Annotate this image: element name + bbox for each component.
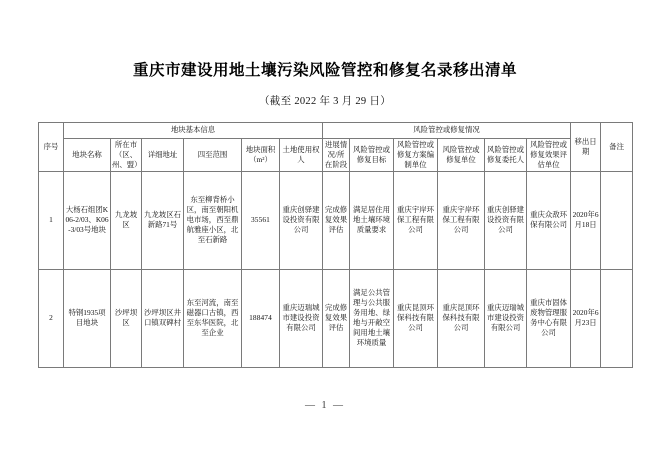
column-header-seq: 序号 xyxy=(39,122,64,171)
cell-goal: 满足居住用地土壤环境质量要求 xyxy=(350,171,394,269)
cell-plan-unit: 重庆昆顶环保科技有限公司 xyxy=(394,269,438,367)
cell-boundary: 东至河流，南至磁器口古镇，西至东华医院，北至企业 xyxy=(184,269,242,367)
cell-remove-date: 2020年6月23日 xyxy=(571,269,601,367)
cell-seq: 2 xyxy=(39,269,64,367)
cell-boundary: 东至柳背桥小区，南至朝阳机电市场，西至鼎航雅座小区，北至石新路 xyxy=(184,171,242,269)
column-header-exec-unit: 风险管控或修复单位 xyxy=(438,138,485,171)
column-header-district: 所在市（区、州、盟） xyxy=(111,138,142,171)
cell-plot-name: 大杨石组团K06-2/03、K06-3/03号地块 xyxy=(64,171,111,269)
cell-progress: 完成修复效果评估 xyxy=(323,269,350,367)
cell-address: 沙坪坝区井口镇双碑村 xyxy=(142,269,184,367)
cell-goal: 满足公共管理与公共服务用地、绿地与开敞空间用地土壤环境质量 xyxy=(350,269,394,367)
cell-eval-unit: 重庆众敌环保有限公司 xyxy=(527,171,571,269)
table-body xyxy=(39,171,633,367)
cell-client: 重庆创驿建设投资有限公司 xyxy=(485,171,527,269)
table-header xyxy=(39,122,633,171)
table-column-header-row xyxy=(39,138,633,171)
cell-remark xyxy=(601,269,633,367)
group-header-risk-control: 风险管控或修复情况 xyxy=(323,122,571,138)
cell-district: 九龙坡区 xyxy=(111,171,142,269)
cell-seq: 1 xyxy=(39,171,64,269)
table-container xyxy=(0,108,650,368)
table-group-header-row xyxy=(39,122,633,138)
cell-area: 35561 xyxy=(242,171,280,269)
page-subtitle: （截至 2022 年 3 月 29 日） xyxy=(259,95,391,107)
cell-client: 重庆迈瑞城市建设投资有限公司 xyxy=(485,269,527,367)
cell-eval-unit: 重庆市固体废物管理服务中心有限公司 xyxy=(527,269,571,367)
column-header-plot-name: 地块名称 xyxy=(64,138,111,171)
page-title: 重庆市建设用地土壤污染风险管控和修复名录移出清单 xyxy=(132,62,517,79)
cell-address: 九龙坡区石新路71号 xyxy=(142,171,184,269)
cell-plan-unit: 重庆宇岸环保工程有限公司 xyxy=(394,171,438,269)
column-header-remove-date: 移出日期 xyxy=(571,122,601,171)
column-header-owner: 土地使用权人 xyxy=(280,138,323,171)
table-row xyxy=(39,171,633,269)
cell-district: 沙坪坝区 xyxy=(111,269,142,367)
cell-area: 188474 xyxy=(242,269,280,367)
page-number: — 1 — xyxy=(305,400,345,411)
column-header-client: 风险管控或修复委托人 xyxy=(485,138,527,171)
column-header-remark: 备注 xyxy=(601,122,633,171)
column-header-boundary: 四至范围 xyxy=(184,138,242,171)
cell-exec-unit: 重庆昆顶环保科技有限公司 xyxy=(438,269,485,367)
column-header-eval-unit: 风险管控或修复效果评估单位 xyxy=(527,138,571,171)
soil-pollution-removal-table xyxy=(38,122,633,368)
table-row xyxy=(39,269,633,367)
column-header-plan-unit: 风险管控或修复方案编制单位 xyxy=(394,138,438,171)
cell-owner: 重庆迈瑞城市建设投资有限公司 xyxy=(280,269,323,367)
cell-exec-unit: 重庆宇岸环保工程有限公司 xyxy=(438,171,485,269)
column-header-area: 地块面积（m²） xyxy=(242,138,280,171)
cell-plot-name: 特钢1935项目地块 xyxy=(64,269,111,367)
cell-progress: 完成修复效果评估 xyxy=(323,171,350,269)
cell-remove-date: 2020年6月18日 xyxy=(571,171,601,269)
group-header-basic-info: 地块基本信息 xyxy=(64,122,323,138)
cell-owner: 重庆创驿建设投资有限公司 xyxy=(280,171,323,269)
column-header-address: 详细地址 xyxy=(142,138,184,171)
column-header-progress: 进展情况/所在阶段 xyxy=(323,138,350,171)
cell-remark xyxy=(601,171,633,269)
column-header-goal: 风险管控或修复目标 xyxy=(350,138,394,171)
